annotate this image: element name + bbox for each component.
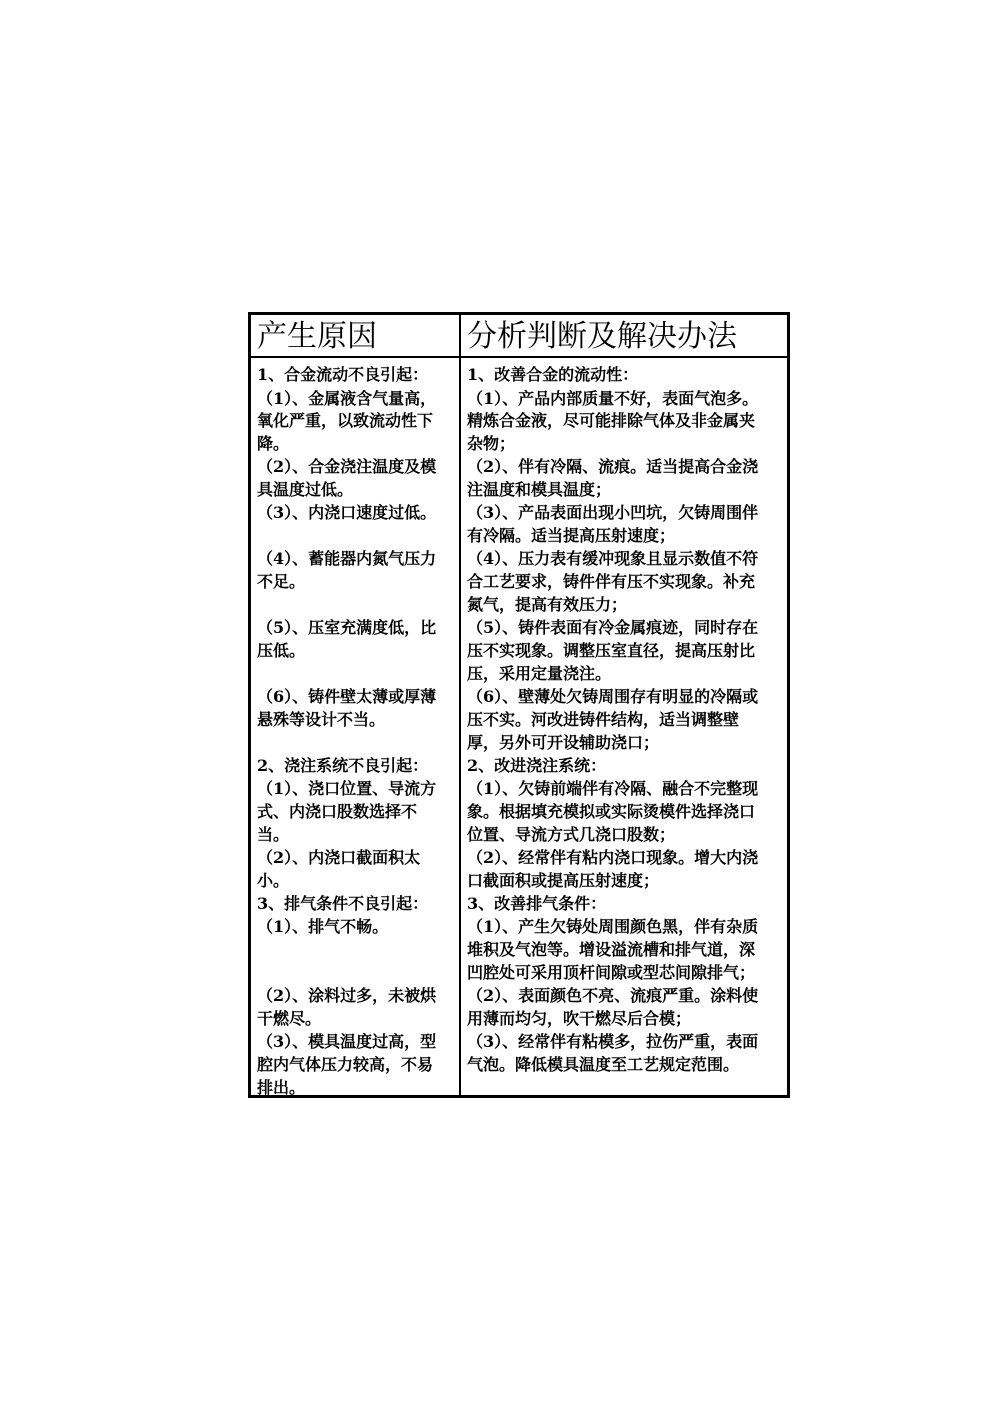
cause-line: （5）、压室充满度低，比 <box>257 618 437 637</box>
cause-line: 腔内气体压力较高，不易 <box>257 1055 434 1074</box>
solution-line: 压不实。河改进铸件结构，适当调整壁 <box>467 710 740 729</box>
solution-line: 2、改进浇注系统： <box>467 756 607 775</box>
cause-line: 排出。 <box>257 1078 306 1097</box>
solution-line: 压，采用定量浇注。 <box>467 664 612 683</box>
cause-line: （4）、蓄能器内氮气压力 <box>257 549 437 568</box>
cause-line: 3、排气条件不良引起： <box>257 894 429 913</box>
cause-line: 具温度过低。 <box>257 480 354 499</box>
cause-line: （1）、金属液含气量高， <box>257 389 437 408</box>
cause-line: 悬殊等设计不当。 <box>257 710 386 729</box>
cause-line: （6）、铸件壁太薄或厚薄 <box>257 687 437 706</box>
cause-line: （3）、内浇口速度过低。 <box>257 503 437 522</box>
cause-line: 小。 <box>257 871 290 890</box>
cause-line: 干燃尽。 <box>257 1009 322 1028</box>
solution-line: 象。根据填充模拟或实际烫模件选择浇口 <box>467 802 756 821</box>
cause-line: 不足。 <box>257 572 306 591</box>
solution-line: 1、改善合金的流动性： <box>467 365 639 384</box>
solution-line: 位置、导流方式几浇口股数； <box>467 825 676 844</box>
cause-line: 2、浇注系统不良引起： <box>257 756 429 775</box>
solution-line: （5）、铸件表面有冷金属痕迹，同时存在 <box>467 618 759 637</box>
cause-line: 1、合金流动不良引起： <box>257 365 429 384</box>
solution-line: 厚，另外可开设辅助浇口； <box>467 733 660 752</box>
cause-line: 当。 <box>257 825 290 844</box>
solution-line: 压不实现象。调整压室直径，提高压射比 <box>467 641 756 660</box>
solution-line: 精炼合金液，尽可能排除气体及非金属夹 <box>467 411 756 430</box>
solution-line: 气泡。降低模具温度至工艺规定范围。 <box>467 1055 740 1074</box>
header-solution: 分析判断及解决办法 <box>467 319 737 354</box>
column-divider <box>459 312 461 1098</box>
solution-line: （1）、产品内部质量不好，表面气泡多。 <box>467 389 759 408</box>
cause-line: 降。 <box>257 434 290 453</box>
solution-line: （1）、产生欠铸处周围颜色黑，伴有杂质 <box>467 917 759 936</box>
cause-line: （3）、模具温度过高，型 <box>257 1032 437 1051</box>
cause-line: （1）、排气不畅。 <box>257 917 389 936</box>
cause-line: （2）、内浇口截面积太 <box>257 848 421 867</box>
solution-line: （2）、经常伴有粘内浇口现象。增大内浇 <box>467 848 759 867</box>
cause-line: （2）、合金浇注温度及模 <box>257 457 437 476</box>
cause-line: （1）、浇口位置、导流方 <box>257 779 437 798</box>
header-divider <box>248 356 790 358</box>
solution-line: （2）、伴有冷隔、流痕。适当提高合金浇 <box>467 457 759 476</box>
solution-line: （1）、欠铸前端伴有冷隔、融合不完整现 <box>467 779 759 798</box>
solution-line: 堆积及气泡等。增设溢流槽和排气道，深 <box>467 940 756 959</box>
cause-line: （2）、涂料过多，未被烘 <box>257 986 437 1005</box>
solution-line: 氮气，提高有效压力； <box>467 595 628 614</box>
solution-line: （4）、压力表有缓冲现象且显示数值不符 <box>467 549 759 568</box>
solution-line: （2）、表面颜色不亮、流痕严重。涂料使 <box>467 986 759 1005</box>
solution-line: （6）、壁薄处欠铸周围存有明显的冷隔或 <box>467 687 759 706</box>
solution-line: 有冷隔。适当提高压射速度； <box>467 526 676 545</box>
cause-line: 式、内浇口股数选择不 <box>257 802 418 821</box>
cause-line: 压低。 <box>257 641 306 660</box>
cause-line: 氧化严重，以致流动性下 <box>257 411 434 430</box>
solution-line: 凹腔处可采用顶杆间隙或型芯间隙排气； <box>467 963 756 982</box>
solution-line: （3）、经常伴有粘模多，拉伤严重，表面 <box>467 1032 759 1051</box>
solution-line: 杂物； <box>467 434 516 453</box>
solution-line: （3）、产品表面出现小凹坑，欠铸周围伴 <box>467 503 759 522</box>
solution-line: 口截面积或提高压射速度； <box>467 871 660 890</box>
solution-line: 注温度和模具温度； <box>467 480 612 499</box>
solution-line: 合工艺要求，铸件伴有压不实现象。补充 <box>467 572 756 591</box>
solution-line: 3、改善排气条件： <box>467 894 607 913</box>
solution-line: 用薄而均匀，吹干燃尽后合模； <box>467 1009 692 1028</box>
header-cause: 产生原因 <box>257 319 377 354</box>
